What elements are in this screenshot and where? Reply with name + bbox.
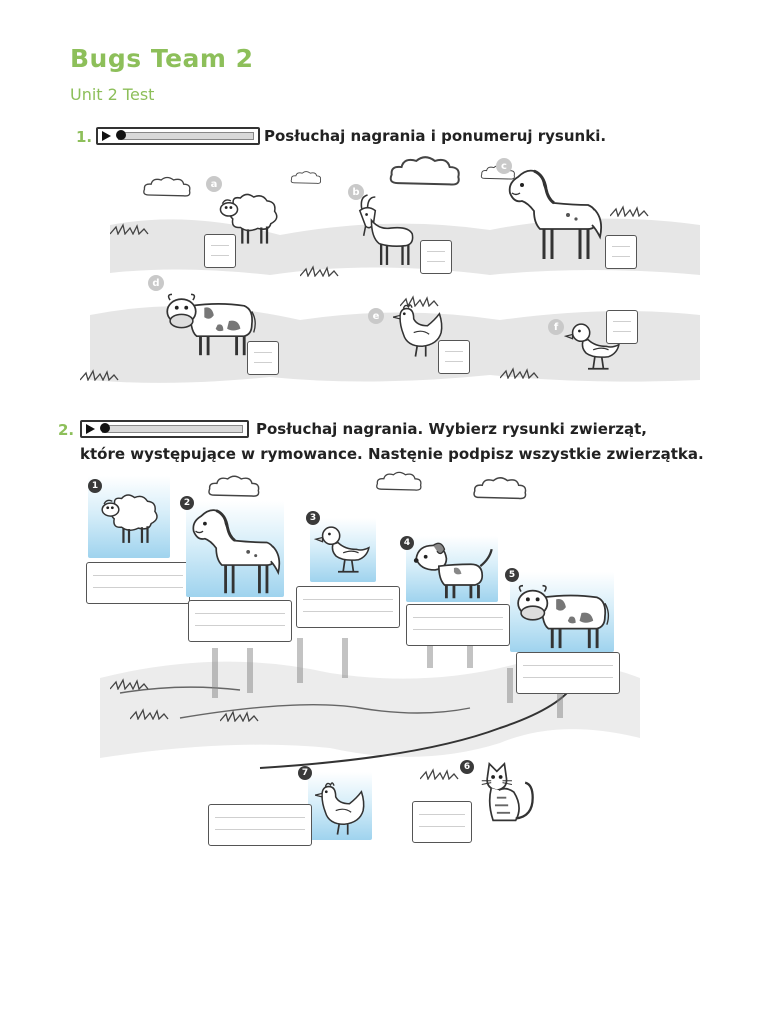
cow-icon — [512, 574, 612, 652]
cloud-icon — [290, 169, 322, 187]
letter-badge-a: a — [206, 176, 222, 192]
cat-icon — [476, 760, 546, 826]
letter-badge-d: d — [148, 275, 164, 291]
grass-icon — [110, 678, 150, 690]
write-box-2[interactable] — [188, 600, 292, 642]
cloud-icon — [388, 153, 462, 191]
number-badge-7: 7 — [298, 766, 312, 780]
play-icon[interactable] — [101, 130, 115, 142]
dog-icon — [410, 536, 496, 602]
letter-badge-c: c — [496, 158, 512, 174]
grass-icon — [130, 708, 170, 720]
write-box-6[interactable] — [412, 801, 472, 843]
write-box-3[interactable] — [296, 586, 400, 628]
grass-icon — [110, 223, 150, 235]
exercise2-instruction-line2: które występujące w rymowance. Nastęnie podpisz wszystkie zwierzątka. — [80, 445, 704, 463]
duck-icon — [314, 522, 374, 582]
audio-progress-bar[interactable] — [118, 132, 254, 140]
number-badge-6: 6 — [460, 760, 474, 774]
cow-icon — [162, 283, 258, 359]
grass-icon — [80, 369, 120, 381]
picture-card-4[interactable] — [406, 536, 498, 602]
page-title: Bugs Team 2 — [70, 44, 254, 73]
number-badge-1: 1 — [88, 479, 102, 493]
picture-card-2[interactable] — [186, 501, 284, 597]
grass-icon — [610, 205, 650, 217]
number-badge-4: 4 — [400, 536, 414, 550]
audio-player-1[interactable] — [96, 127, 260, 145]
goat-icon — [352, 191, 420, 269]
write-box-4[interactable] — [406, 604, 510, 646]
grass-icon — [220, 710, 260, 722]
answer-box-b[interactable] — [420, 240, 452, 274]
horse-icon — [504, 163, 604, 263]
page-subtitle: Unit 2 Test — [70, 85, 155, 104]
write-box-5[interactable] — [516, 652, 620, 694]
letter-badge-b: b — [348, 184, 364, 200]
audio-player-2[interactable] — [80, 420, 249, 438]
sheep-icon — [92, 488, 166, 546]
grass-icon — [500, 367, 540, 379]
write-box-7[interactable] — [208, 804, 312, 846]
audio-progress-bar[interactable] — [102, 425, 243, 433]
picture-card-7[interactable] — [308, 772, 372, 840]
answer-box-f[interactable] — [606, 310, 638, 344]
exercise1-number: 1. — [76, 128, 93, 146]
number-badge-3: 3 — [306, 511, 320, 525]
exercise2-instruction-line1: Posłuchaj nagrania. Wybierz rysunki zwierząt, — [256, 420, 647, 438]
picture-card-5[interactable] — [510, 572, 614, 652]
picture-card-3[interactable] — [310, 518, 376, 582]
cloud-icon — [472, 473, 528, 505]
grass-icon — [300, 265, 340, 277]
answer-box-d[interactable] — [247, 341, 279, 375]
answer-box-e[interactable] — [438, 340, 470, 374]
horse-icon — [188, 503, 282, 597]
exercise2-scene — [0, 468, 768, 868]
exercise2-number: 2. — [58, 421, 75, 439]
cloud-icon — [375, 468, 423, 496]
play-icon[interactable] — [85, 423, 99, 435]
audio-progress-handle[interactable] — [100, 423, 110, 433]
answer-box-c[interactable] — [605, 235, 637, 269]
exercise1-instruction: Posłuchaj nagrania i ponumeruj rysunki. — [264, 127, 607, 145]
cloud-icon — [207, 472, 261, 502]
answer-box-a[interactable] — [204, 234, 236, 268]
cloud-icon — [142, 175, 192, 200]
exercise1-scene — [70, 155, 710, 395]
letter-badge-f: f — [548, 319, 564, 335]
number-badge-2: 2 — [180, 496, 194, 510]
hen-icon — [310, 778, 370, 838]
number-badge-5: 5 — [505, 568, 519, 582]
write-box-1[interactable] — [86, 562, 190, 604]
audio-progress-handle[interactable] — [116, 130, 126, 140]
letter-badge-e: e — [368, 308, 384, 324]
grass-icon — [420, 768, 460, 780]
